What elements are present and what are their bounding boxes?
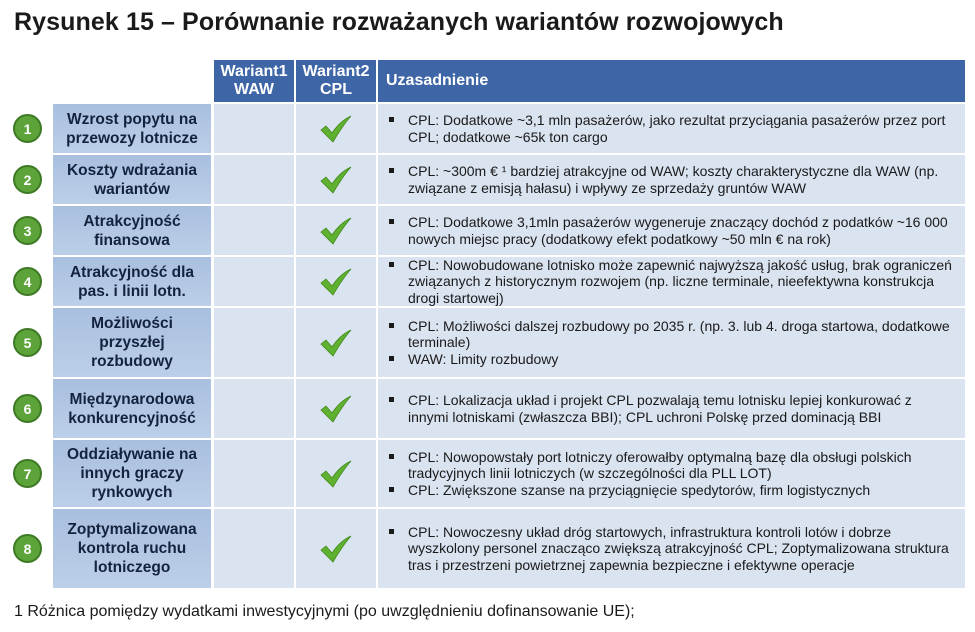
justification-bullet: CPL: Nowopowstały port lotniczy oferowałby optymalną bazę dla obsługi polskich tradycyjnych linii lotniczych (w szczególności dla PLL LOT)	[386, 449, 955, 482]
row-number-badge: 8	[13, 534, 42, 563]
row-number-badge: 2	[13, 165, 42, 194]
criterion-label: Międzynarodowa konkurencyjność	[53, 379, 211, 438]
justification-cell	[378, 155, 965, 204]
justification-bullet: CPL: Możliwości dalszej rozbudowy po 2035 r. (np. 3. lub 4. droga startowa, dodatkowe terminale)	[386, 318, 955, 351]
checkmark-icon	[318, 114, 354, 144]
row-number-badge: 7	[13, 459, 42, 488]
variant2-cell	[296, 155, 376, 204]
justification-bullet: CPL: Dodatkowe 3,1mln pasażerów wygeneruje znaczący dochód z podatków ~16 000 nowych miejsc pracy (dodatkowy efekt podatkowy ~50 mln € na rok)	[386, 214, 955, 247]
variant1-cell	[214, 509, 294, 588]
criterion-label: Koszty wdrażania wariantów	[53, 155, 211, 204]
checkmark-icon	[318, 459, 354, 489]
variant1-cell	[214, 308, 294, 377]
variant2-cell	[296, 308, 376, 377]
criterion-label: Zoptymalizowana kontrola ruchu lotniczego	[53, 509, 211, 588]
variant2-cell	[296, 104, 376, 153]
row-number-badge: 1	[13, 114, 42, 143]
checkmark-icon	[318, 267, 354, 297]
variant2-cell	[296, 257, 376, 306]
variant1-cell	[214, 104, 294, 153]
row-number-badge: 3	[13, 216, 42, 245]
variant1-cell	[214, 206, 294, 255]
justification-bullet: CPL: Dodatkowe ~3,1 mln pasażerów, jako rezultat przyciągania pasażerów przez port CPL; dodatkowe ~65k ton cargo	[386, 112, 955, 145]
variant1-cell	[214, 155, 294, 204]
checkmark-icon	[318, 165, 354, 195]
footnote: 1 Różnica pomiędzy wydatkami inwestycyjnymi (po uwzględnieniu dofinansowanie UE);	[14, 603, 635, 620]
justification-cell	[378, 104, 965, 153]
variant2-cell	[296, 440, 376, 507]
justification-bullet: WAW: Limity rozbudowy	[386, 351, 955, 368]
criterion-label: Oddziaływanie na innych graczy rynkowych	[53, 440, 211, 507]
criterion-label: Możliwości przyszłej rozbudowy	[53, 308, 211, 377]
variant1-cell	[214, 440, 294, 507]
justification-cell	[378, 440, 965, 507]
justification-bullet: CPL: Zwiększone szanse na przyciągnięcie spedytorów, firm logistycznych	[386, 482, 955, 499]
checkmark-icon	[318, 328, 354, 358]
justification-bullet: CPL: Lokalizacja układ i projekt CPL pozwalają temu lotnisku lepiej konkurować z innymi lotniskami (zwłaszcza BBI); CPL uchroni Polskę przed dominacją BBI	[386, 392, 955, 425]
variant2-cell	[296, 379, 376, 438]
row-number-badge: 4	[13, 267, 42, 296]
justification-cell	[378, 308, 965, 377]
header-variant1: Wariant1 WAW	[214, 60, 294, 102]
criterion-label: Wzrost popytu na przewozy lotnicze	[53, 104, 211, 153]
justification-bullet: CPL: Nowoczesny układ dróg startowych, infrastruktura kontroli lotów i dobrze wyszkolony personel znacząco zwiększą atrakcyjność CPL; Zoptymalizowana struktura tras i przestrzeni powietrznej zapewnia bezpieczne i efektywne operacje	[386, 524, 955, 574]
header-variant2: Wariant2 CPL	[296, 60, 376, 102]
figure-title: Rysunek 15 – Porównanie rozważanych wariantów rozwojowych	[14, 8, 784, 36]
variant1-cell	[214, 257, 294, 306]
justification-cell	[378, 509, 965, 588]
checkmark-icon	[318, 534, 354, 564]
checkmark-icon	[318, 216, 354, 246]
justification-cell	[378, 379, 965, 438]
justification-bullet: CPL: Nowobudowane lotnisko może zapewnić najwyższą jakość usług, brak ograniczeń związanych z historycznym rozwojem (np. liczne terminale, nieefektywna konstrukcja drogi startowej)	[386, 257, 955, 306]
justification-bullet: CPL: ~300m € ¹ bardziej atrakcyjne od WAW; koszty charakterystyczne dla WAW (np. związane z emisją hałasu) i wpływy ze sprzedaży gruntów WAW	[386, 163, 955, 196]
row-number-badge: 5	[13, 328, 42, 357]
criterion-label: Atrakcyjność dla pas. i linii lotn.	[53, 257, 211, 306]
justification-cell	[378, 257, 965, 306]
checkmark-icon	[318, 394, 354, 424]
justification-cell	[378, 206, 965, 255]
row-number-badge: 6	[13, 394, 42, 423]
header-justification: Uzasadnienie	[378, 60, 965, 102]
criterion-label: Atrakcyjność finansowa	[53, 206, 211, 255]
variant2-cell	[296, 206, 376, 255]
variant2-cell	[296, 509, 376, 588]
variant1-cell	[214, 379, 294, 438]
